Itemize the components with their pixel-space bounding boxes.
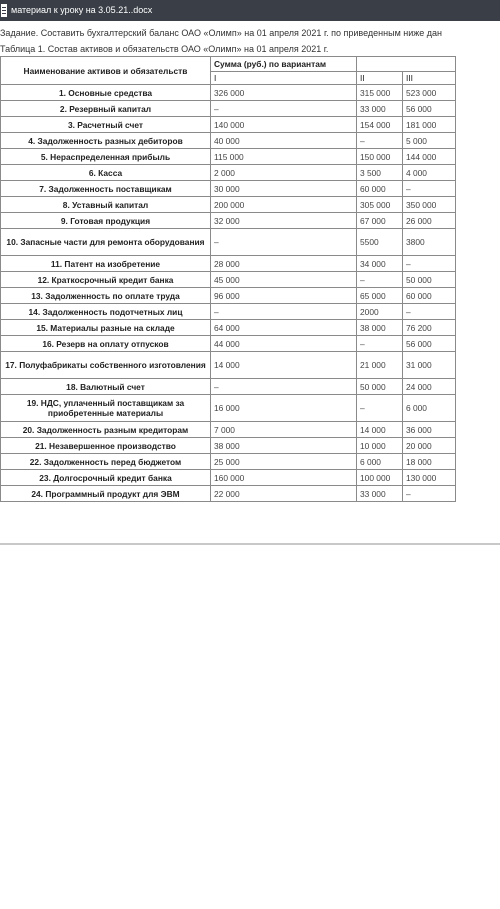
table-row bbox=[1, 85, 456, 101]
row-value-variant-3: 26 000 bbox=[403, 213, 456, 229]
row-name: 20. Задолженность разным кредиторам bbox=[1, 422, 211, 438]
row-value-variant-3: 350 000 bbox=[403, 197, 456, 213]
row-name: 2. Резервный капитал bbox=[1, 101, 211, 117]
row-value-variant-3: 36 000 bbox=[403, 422, 456, 438]
row-value-variant-3: 144 000 bbox=[403, 149, 456, 165]
row-value-variant-2: 305 000 bbox=[357, 197, 403, 213]
row-value-variant-1: 45 000 bbox=[211, 272, 357, 288]
row-value-variant-1: 25 000 bbox=[211, 454, 357, 470]
table-row bbox=[1, 438, 456, 454]
row-name: 5. Нераспределенная прибыль bbox=[1, 149, 211, 165]
row-value-variant-1: 64 000 bbox=[211, 320, 357, 336]
divider bbox=[0, 543, 500, 545]
table-row bbox=[1, 320, 456, 336]
row-value-variant-2: 34 000 bbox=[357, 256, 403, 272]
row-name: 16. Резерв на оплату отпусков bbox=[1, 336, 211, 352]
row-value-variant-2: – bbox=[357, 133, 403, 149]
row-value-variant-1: 200 000 bbox=[211, 197, 357, 213]
row-value-variant-3: 4 000 bbox=[403, 165, 456, 181]
row-value-variant-3: 18 000 bbox=[403, 454, 456, 470]
row-name: 12. Краткосрочный кредит банка bbox=[1, 272, 211, 288]
table-caption: Таблица 1. Состав активов и обязательств ОАО «Олимп» на 01 апреля 2021 г. bbox=[0, 44, 329, 54]
row-name: 1. Основные средства bbox=[1, 85, 211, 101]
table-row bbox=[1, 336, 456, 352]
variant-header: III bbox=[403, 72, 456, 85]
row-value-variant-1: 14 000 bbox=[211, 352, 357, 379]
row-value-variant-2: 14 000 bbox=[357, 422, 403, 438]
table-row bbox=[1, 379, 456, 395]
row-value-variant-1: 140 000 bbox=[211, 117, 357, 133]
table-row bbox=[1, 486, 456, 502]
table-row bbox=[1, 395, 456, 422]
row-name: 18. Валютный счет bbox=[1, 379, 211, 395]
row-value-variant-1: – bbox=[211, 101, 357, 117]
row-value-variant-2: 5500 bbox=[357, 229, 403, 256]
row-value-variant-3: 181 000 bbox=[403, 117, 456, 133]
table-row bbox=[1, 213, 456, 229]
table-row bbox=[1, 304, 456, 320]
table-body bbox=[1, 85, 456, 502]
table-row bbox=[1, 101, 456, 117]
row-name: 14. Задолженность подотчетных лиц bbox=[1, 304, 211, 320]
row-value-variant-2: 21 000 bbox=[357, 352, 403, 379]
row-value-variant-3: 5 000 bbox=[403, 133, 456, 149]
row-value-variant-1: – bbox=[211, 304, 357, 320]
row-value-variant-2: 67 000 bbox=[357, 213, 403, 229]
table-row bbox=[1, 181, 456, 197]
row-name: 6. Касса bbox=[1, 165, 211, 181]
row-value-variant-1: 28 000 bbox=[211, 256, 357, 272]
row-name: 13. Задолженность по оплате труда bbox=[1, 288, 211, 304]
row-value-variant-1: 326 000 bbox=[211, 85, 357, 101]
row-value-variant-1: 115 000 bbox=[211, 149, 357, 165]
row-value-variant-1: 22 000 bbox=[211, 486, 357, 502]
row-value-variant-1: 160 000 bbox=[211, 470, 357, 486]
row-value-variant-1: 38 000 bbox=[211, 438, 357, 454]
row-name: 23. Долгосрочный кредит банка bbox=[1, 470, 211, 486]
row-value-variant-2: 33 000 bbox=[357, 101, 403, 117]
row-value-variant-3: 31 000 bbox=[403, 352, 456, 379]
row-name: 24. Программный продукт для ЭВМ bbox=[1, 486, 211, 502]
title-bar bbox=[0, 0, 500, 21]
row-value-variant-2: 315 000 bbox=[357, 85, 403, 101]
variant-header: I bbox=[211, 72, 357, 85]
row-value-variant-1: 32 000 bbox=[211, 213, 357, 229]
row-name: 7. Задолженность поставщикам bbox=[1, 181, 211, 197]
row-value-variant-2: 150 000 bbox=[357, 149, 403, 165]
row-value-variant-3: – bbox=[403, 181, 456, 197]
row-value-variant-2: 38 000 bbox=[357, 320, 403, 336]
row-value-variant-3: 3800 bbox=[403, 229, 456, 256]
row-value-variant-1: – bbox=[211, 229, 357, 256]
row-value-variant-3: – bbox=[403, 256, 456, 272]
row-value-variant-3: 523 000 bbox=[403, 85, 456, 101]
table-row bbox=[1, 454, 456, 470]
row-name: 19. НДС, уплаченный поставщикам за приобретенные материалы bbox=[1, 395, 211, 422]
row-name: 15. Материалы разные на складе bbox=[1, 320, 211, 336]
document-icon bbox=[1, 4, 7, 17]
row-value-variant-2: 10 000 bbox=[357, 438, 403, 454]
header-sum: Сумма (руб.) по вариантам bbox=[211, 57, 357, 72]
row-value-variant-1: 40 000 bbox=[211, 133, 357, 149]
table-row bbox=[1, 149, 456, 165]
table-row bbox=[1, 117, 456, 133]
header-name: Наименование активов и обязательств bbox=[1, 57, 211, 85]
row-value-variant-2: – bbox=[357, 272, 403, 288]
row-value-variant-1: 30 000 bbox=[211, 181, 357, 197]
row-name: 22. Задолженность перед бюджетом bbox=[1, 454, 211, 470]
row-value-variant-3: – bbox=[403, 304, 456, 320]
row-value-variant-3: 56 000 bbox=[403, 101, 456, 117]
row-value-variant-3: 56 000 bbox=[403, 336, 456, 352]
row-value-variant-2: 3 500 bbox=[357, 165, 403, 181]
row-name: 3. Расчетный счет bbox=[1, 117, 211, 133]
row-value-variant-1: 44 000 bbox=[211, 336, 357, 352]
row-value-variant-3: – bbox=[403, 486, 456, 502]
row-value-variant-2: 60 000 bbox=[357, 181, 403, 197]
row-value-variant-3: 6 000 bbox=[403, 395, 456, 422]
row-value-variant-3: 50 000 bbox=[403, 272, 456, 288]
row-value-variant-2: 100 000 bbox=[357, 470, 403, 486]
table-row bbox=[1, 272, 456, 288]
row-value-variant-3: 76 200 bbox=[403, 320, 456, 336]
table-row bbox=[1, 470, 456, 486]
row-value-variant-1: 96 000 bbox=[211, 288, 357, 304]
row-name: 10. Запасные части для ремонта оборудования bbox=[1, 229, 211, 256]
file-name: материал к уроку на 3.05.21..docx bbox=[11, 5, 153, 15]
variant-header: II bbox=[357, 72, 403, 85]
table-row bbox=[1, 229, 456, 256]
assets-liabilities-table bbox=[0, 56, 456, 502]
table-row bbox=[1, 197, 456, 213]
row-value-variant-1: 16 000 bbox=[211, 395, 357, 422]
table-row bbox=[1, 352, 456, 379]
row-value-variant-2: 65 000 bbox=[357, 288, 403, 304]
row-value-variant-3: 24 000 bbox=[403, 379, 456, 395]
row-value-variant-2: 50 000 bbox=[357, 379, 403, 395]
row-value-variant-2: 2000 bbox=[357, 304, 403, 320]
row-name: 8. Уставный капитал bbox=[1, 197, 211, 213]
row-name: 4. Задолженность разных дебиторов bbox=[1, 133, 211, 149]
row-value-variant-1: 2 000 bbox=[211, 165, 357, 181]
row-value-variant-2: – bbox=[357, 336, 403, 352]
row-name: 9. Готовая продукция bbox=[1, 213, 211, 229]
row-value-variant-2: 154 000 bbox=[357, 117, 403, 133]
row-value-variant-2: 6 000 bbox=[357, 454, 403, 470]
table-row bbox=[1, 256, 456, 272]
task-text: Задание. Составить бухгалтерский баланс ОАО «Олимп» на 01 апреля 2021 г. по приведенным ниже дан bbox=[0, 28, 443, 38]
table-row bbox=[1, 133, 456, 149]
row-value-variant-3: 20 000 bbox=[403, 438, 456, 454]
row-value-variant-3: 130 000 bbox=[403, 470, 456, 486]
row-name: 17. Полуфабрикаты собственного изготовления bbox=[1, 352, 211, 379]
row-value-variant-2: – bbox=[357, 395, 403, 422]
row-value-variant-3: 60 000 bbox=[403, 288, 456, 304]
row-value-variant-2: 33 000 bbox=[357, 486, 403, 502]
row-value-variant-1: – bbox=[211, 379, 357, 395]
row-name: 21. Незавершенное производство bbox=[1, 438, 211, 454]
table-row bbox=[1, 422, 456, 438]
row-value-variant-1: 7 000 bbox=[211, 422, 357, 438]
table-row bbox=[1, 288, 456, 304]
table-row bbox=[1, 165, 456, 181]
row-name: 11. Патент на изобретение bbox=[1, 256, 211, 272]
